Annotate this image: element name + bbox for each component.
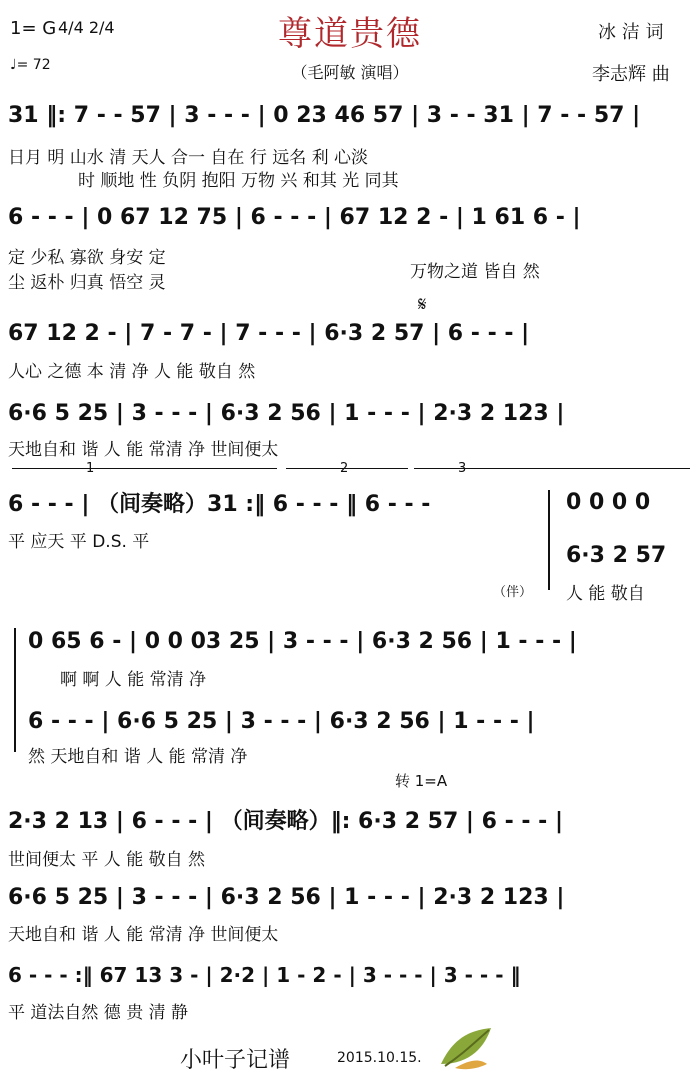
notes-row-2: 6 - - - | 0 67 12 75 | 6 - - - | 67 12 2 - | 1 61 6 - | (8, 204, 581, 230)
singer-credit: （毛阿敏 演唱） (291, 63, 409, 82)
voice-bracket (548, 490, 550, 590)
notes-row-9: 6·6 5 25 | 3 - - - | 6·3 2 56 | 1 - - - | 2·3 2 123 | (8, 884, 565, 910)
volta-3: 3 (458, 461, 467, 476)
lyrics-row-6: 啊 啊 人 能 常清 净 (60, 670, 207, 690)
volta-2-line (286, 468, 408, 469)
modulation-mark: 转 1=A (395, 772, 448, 790)
tempo-mark: ♩= 72 (10, 57, 51, 73)
notes-row-7: 6 - - - | 6·6 5 25 | 3 - - - | 6·3 2 56 | 1 - - - | (28, 708, 535, 734)
lyrics-row-8: 世间便太 平 人 能 敬自 然 (8, 850, 206, 870)
accompaniment-label: （伴） (493, 585, 533, 600)
lyrics-row-4: 天地自和 谐 人 能 常清 净 世间便太 (8, 440, 279, 460)
lyrics-row-9: 天地自和 谐 人 能 常清 净 世间便太 (8, 925, 279, 945)
notes-row-1: 31 ‖: 7 - - 57 | 3 - - - | 0 23 46 57 | 3 - - 31 | 7 - - 57 | (8, 102, 641, 128)
lyrics-row-5: 平 应天 平 D.S. 平 (8, 532, 150, 552)
notes-row-5: 6 - - - | （间奏略）31 :‖ 6 - - - ‖ 6 - - - (8, 491, 431, 517)
notes-row-6: 0 65 6 - | 0 0 03 25 | 3 - - - | 6·3 2 56 | 1 - - - | (28, 628, 577, 654)
notes-row-3: 67 12 2 - | 7 - 7 - | 7 - - - | 6·3 2 57 | 6 - - - | (8, 320, 530, 346)
composer-credit: 李志辉 曲 (592, 64, 670, 85)
lyrics-row-1-verse-1: 日月 明 山水 清 天人 合一 自在 行 远名 利 心淡 (8, 148, 369, 168)
lyrics-row-10: 平 道法自然 德 贵 清 静 (8, 1003, 189, 1023)
transcription-date: 2015.10.15. (337, 1050, 422, 1066)
duet-bracket (14, 628, 16, 752)
voice-a-notes: 0 0 0 0 (566, 489, 651, 515)
segno-mark: 𝄋 (418, 292, 427, 316)
leaf-logo-icon (435, 1024, 495, 1070)
time-signature: 4/4 2/4 (58, 18, 115, 37)
volta-1: 1 (86, 461, 95, 476)
lyrics-row-2-verse-1: 定 少私 寡欲 身安 定 (8, 248, 166, 268)
volta-1-line (12, 468, 277, 469)
key-signature: 1= G (10, 18, 57, 39)
lyrics-row-1-verse-2: 时 顺地 性 负阴 抱阳 万物 兴 和其 光 同其 (78, 171, 399, 191)
notes-row-8: 2·3 2 13 | 6 - - - | （间奏略）‖: 6·3 2 57 | 6 - - - | (8, 808, 563, 834)
notes-row-10: 6 - - - :‖ 67 13 3 - | 2·2 | 1 - 2 - | 3 - - - | 3 - - - ‖ (8, 963, 521, 987)
lyricist-credit: 冰 洁 词 (598, 22, 664, 43)
lyrics-row-2-shared: 万物之道 皆自 然 (410, 262, 540, 282)
volta-2: 2 (340, 461, 349, 476)
lyrics-row-2-verse-2: 尘 返朴 归真 悟空 灵 (8, 273, 166, 293)
song-title: 尊道贵德 (278, 14, 422, 54)
voice-b-lyrics: 人 能 敬自 (566, 584, 645, 604)
lyrics-row-7: 然 天地自和 谐 人 能 常清 净 (28, 747, 248, 767)
volta-3-line (414, 468, 690, 469)
notes-row-4: 6·6 5 25 | 3 - - - | 6·3 2 56 | 1 - - - | 2·3 2 123 | (8, 400, 565, 426)
lyrics-row-3: 人心 之德 本 清 净 人 能 敬自 然 (8, 362, 256, 382)
voice-b-notes: 6·3 2 57 (566, 542, 667, 568)
transcriber-signature: 小叶子记谱 (180, 1048, 291, 1073)
